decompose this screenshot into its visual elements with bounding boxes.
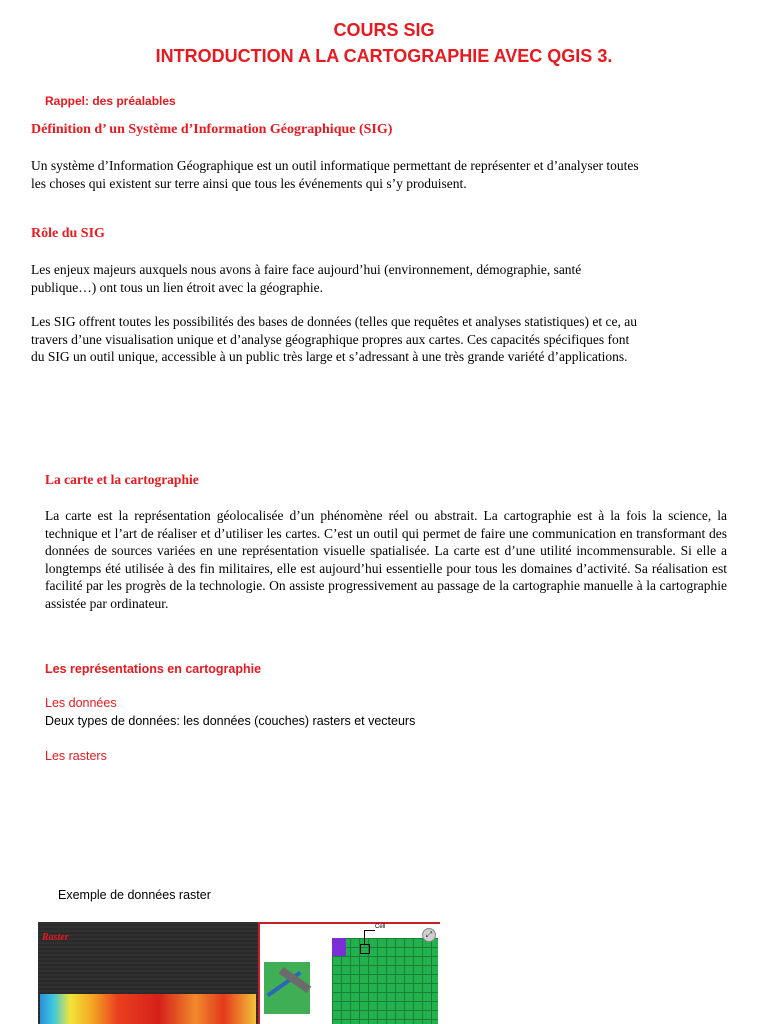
carte-paragraph: La carte est la représentation géolocalisée d’un phénomène réel ou abstrait. La cartographie est à la fois la science, la technique et l’art de réaliser et d’utiliser les cartes. C’est un outil qui permet de faire une communication en transformant des données de sources variées en une représentation visuelle spatialisée. La carte est d’une utilité incommensurable. Si elle a longtemps été utilisée à des fin militaires, elle est aujourd’hui essentielle pour tous les domaines d’activité. Sa réalisation est facilité par les progrès de la technologie. On assiste progressivement au passage de la cartographie manuelle à la cartographie assistée par ordinateur. xyxy=(45,508,727,611)
role-paragraph-1: Les enjeux majeurs auxquels nous avons à faire face aujourd’hui (environnement, démographie, santé publique…) ont tous un lien étroit avec la géographie. xyxy=(31,262,582,295)
cell-grid xyxy=(332,938,438,1024)
reminder-label: Rappel: des préalables xyxy=(45,94,176,108)
title-line-1: COURS SIG xyxy=(333,20,435,40)
cell-pointer-line xyxy=(364,930,365,944)
purple-cells xyxy=(332,938,346,956)
raster-heatmap xyxy=(40,994,256,1024)
rasters-subheading: Les rasters xyxy=(45,749,107,763)
role-heading: Rôle du SIG xyxy=(31,226,105,241)
donnees-text: Deux types de données: les données (couches) rasters et vecteurs xyxy=(45,714,416,728)
cell-label: Cell xyxy=(375,924,386,930)
role-paragraph-2: Les SIG offrent toutes les possibilités des bases de données (telles que requêtes et analyses statistiques) et ce, au travers d’une visualisation unique et d’analyse géographique propres aux cartes. Ces capacités spécifiques font du SIG un outil unique, accessible à un public très large et s’adressant à une très grande variété d’applications. xyxy=(31,314,637,364)
zoom-icon[interactable]: ⤢ xyxy=(422,928,436,942)
figure-caption: Exemple de données raster xyxy=(58,888,211,902)
cell-marker xyxy=(360,944,370,954)
representations-heading: Les représentations en cartographie xyxy=(45,662,262,676)
definition-heading: Définition d’ un Système d’Information Géographique (SIG) xyxy=(31,122,393,137)
definition-paragraph: Un système d’Information Géographique est un outil informatique permettant de représenter et d’analyser toutes les choses qui existent sur terre ainsi que tous les événements qui s’y produisent. xyxy=(31,158,639,191)
cell-pointer-line-horizontal xyxy=(364,930,375,931)
title-line-2: INTRODUCTION A LA CARTOGRAPHIE AVEC QGIS 3. xyxy=(155,46,613,66)
raster-label: Raster xyxy=(42,932,69,943)
raster-figure xyxy=(38,922,440,1024)
raster-grid-panel xyxy=(258,922,440,1024)
raster-image-panel xyxy=(38,922,258,1024)
donnees-subheading: Les données xyxy=(45,696,117,710)
carte-heading: La carte et la cartographie xyxy=(45,472,199,487)
